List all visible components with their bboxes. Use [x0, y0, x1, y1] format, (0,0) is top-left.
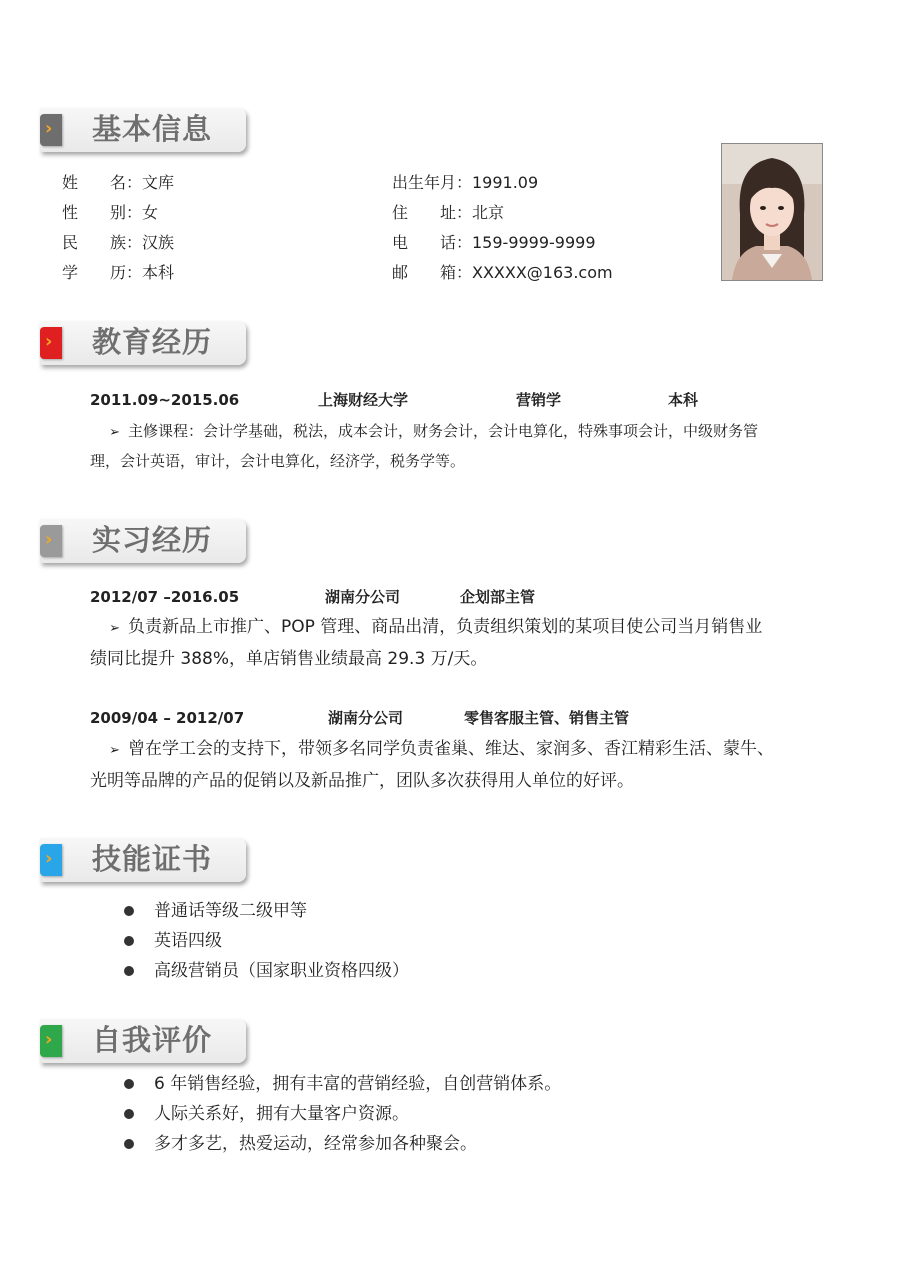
intern1-period: 2012/07 –2016.05: [90, 588, 240, 606]
info-label: 民 族：: [62, 233, 143, 252]
info-gender: [62, 203, 158, 223]
list-item: [124, 896, 409, 926]
info-label: 电 话：: [392, 233, 473, 252]
chevron-right-icon: ›: [45, 118, 53, 139]
section-header-basic: [40, 108, 246, 152]
info-phone: [392, 233, 596, 253]
section-tab: [40, 844, 62, 876]
info-birth: [392, 173, 538, 193]
bullet-icon: [124, 936, 134, 946]
arrow-icon: ➢: [109, 425, 120, 440]
info-label: 邮 箱：: [392, 263, 473, 282]
intern2-line2: 光明等品牌的产品的促销以及新品推广，团队多次获得用人单位的好评。: [90, 771, 634, 791]
chevron-right-icon: ›: [45, 529, 53, 550]
info-value: 1991.09: [472, 173, 539, 192]
info-address: [392, 203, 504, 223]
chevron-right-icon: ›: [45, 848, 53, 869]
intern1-company: 湖南分公司: [325, 588, 401, 606]
info-degree: [62, 263, 174, 283]
arrow-icon: ➢: [109, 621, 120, 636]
chevron-right-icon: ›: [45, 331, 53, 352]
portrait-illustration: [722, 144, 822, 280]
section-header-internship: [40, 519, 246, 563]
arrow-icon: ➢: [109, 743, 120, 758]
section-header-education: [40, 321, 246, 365]
bullet-icon: [124, 1079, 134, 1089]
chevron-right-icon: ›: [45, 1029, 53, 1050]
section-title: 技能证书: [92, 842, 213, 876]
intern1-role: 企划部主管: [460, 588, 536, 606]
list-item: [124, 1129, 561, 1159]
bullet-icon: [124, 906, 134, 916]
info-value: 159-9999-9999: [472, 233, 596, 252]
education-period: 2011.09~2015.06: [90, 391, 240, 409]
info-value: 本科: [142, 263, 175, 282]
info-value: 女: [142, 203, 159, 222]
section-title: 基本信息: [92, 112, 213, 146]
list-item: [124, 1099, 561, 1129]
section-tab: [40, 525, 62, 557]
list-item: [124, 926, 409, 956]
info-email: [392, 263, 613, 283]
self-eval-list: [124, 1069, 561, 1159]
intern2-role: 零售客服主管、销售主管: [464, 709, 630, 727]
info-label: 出生年月：: [392, 173, 473, 192]
profile-photo: [721, 143, 823, 281]
courses-text: 主修课程：会计学基础，税法，成本会计，财务会计，会计电算化，特殊事项会计，中级财务管: [128, 422, 759, 440]
education-degree: 本科: [668, 391, 699, 409]
intern-text: 曾在学工会的支持下，带领多名同学负责雀巢、维达、家润多、香江精彩生活、蒙牛、: [128, 739, 774, 759]
list-item: [124, 956, 409, 986]
info-value: XXXXX@163.com: [472, 263, 613, 282]
info-name: [62, 173, 174, 193]
info-value: 北京: [472, 203, 505, 222]
section-title: 实习经历: [92, 523, 213, 557]
info-label: 性 别：: [62, 203, 143, 222]
self-eval-text: 人际关系好，拥有大量客户资源。: [154, 1104, 409, 1124]
education-courses-line1: [90, 416, 850, 448]
skill-text: 英语四级: [154, 931, 222, 951]
info-label: 姓 名：: [62, 173, 143, 192]
section-header-skills: [40, 838, 246, 882]
info-label: 学 历：: [62, 263, 143, 282]
info-ethnicity: [62, 233, 174, 253]
section-tab: [40, 1025, 62, 1057]
info-value: 汉族: [142, 233, 175, 252]
list-item: [124, 1069, 561, 1099]
intern1-line1: [90, 611, 762, 645]
intern1-line2: 绩同比提升 388%，单店销售业绩最高 29.3 万/天。: [90, 649, 488, 669]
section-header-self-eval: [40, 1019, 246, 1063]
info-value: 文库: [142, 173, 175, 192]
bullet-icon: [124, 1109, 134, 1119]
self-eval-text: 6 年销售经验，拥有丰富的营销经验，自创营销体系。: [154, 1074, 562, 1094]
education-major: 营销学: [516, 391, 562, 409]
section-tab: [40, 114, 62, 146]
education-school: 上海财经大学: [318, 391, 409, 409]
skills-list: [124, 896, 409, 986]
info-label: 住 址：: [392, 203, 473, 222]
bullet-icon: [124, 1139, 134, 1149]
bullet-icon: [124, 966, 134, 976]
skill-text: 高级营销员（国家职业资格四级）: [154, 961, 409, 981]
education-courses-line2: 理，会计英语，审计，会计电算化，经济学，税务学等。: [90, 452, 466, 470]
self-eval-text: 多才多艺，热爱运动，经常参加各种聚会。: [154, 1134, 477, 1154]
intern2-company: 湖南分公司: [328, 709, 404, 727]
section-tab: [40, 327, 62, 359]
intern2-line1: [90, 733, 774, 767]
skill-text: 普通话等级二级甲等: [154, 901, 307, 921]
intern-text: 负责新品上市推广、POP 管理、商品出清，负责组织策划的某项目使公司当月销售业: [128, 617, 763, 637]
section-title: 教育经历: [92, 325, 213, 359]
section-title: 自我评价: [92, 1023, 213, 1057]
intern2-period: 2009/04 – 2012/07: [90, 709, 245, 727]
